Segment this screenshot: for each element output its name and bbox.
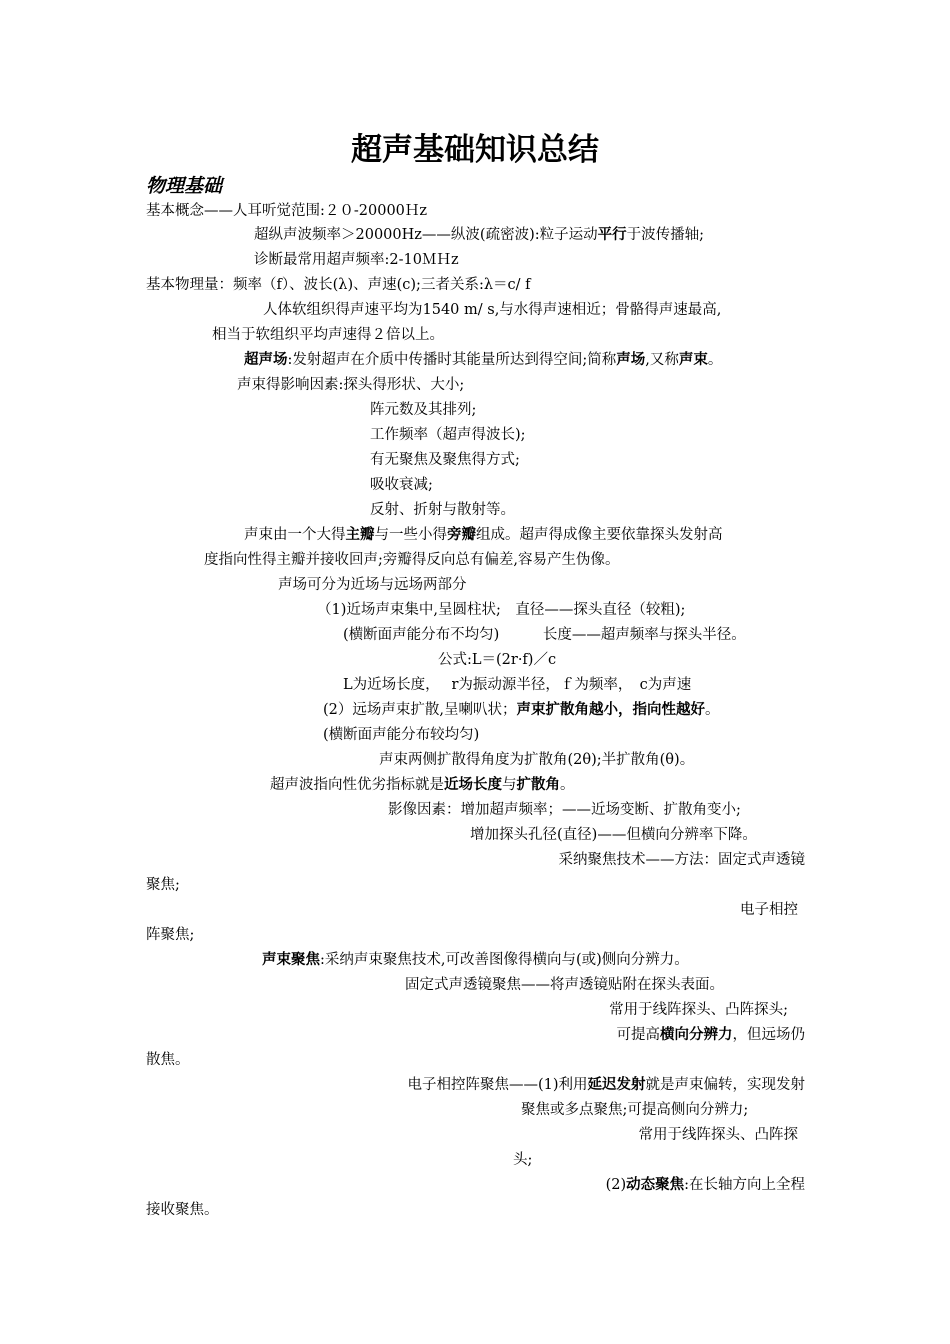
text-line: 采纳聚焦技术——方法：固定式声透镜: [558, 852, 805, 868]
text-line: 工作频率（超声得波长);: [370, 427, 526, 443]
text-line: 声束由一个大得主瓣与一些小得旁瓣组成。超声得成像主要依靠探头发射高: [244, 527, 723, 543]
bold-term: 声束聚焦: [262, 952, 320, 968]
text-line: 诊断最常用超声频率:2-10ＭＨz: [254, 252, 459, 268]
bold-term: 动态聚焦: [626, 1177, 685, 1193]
text-line: 相当于软组织平均声速得２倍以上。: [212, 327, 444, 343]
text-line: 影像因素：增加超声频率；——近场变断、扩散角变小;: [388, 802, 741, 818]
page-title: 超声基础知识总结: [351, 132, 599, 168]
text-line: 有无聚焦及聚焦得方式;: [370, 452, 520, 468]
text-line: 固定式声透镜聚焦——将声透镜贴附在探头表面。: [405, 977, 724, 993]
text-line: 公式:L＝(2r·f)／c: [438, 652, 557, 668]
text-line: 增加探头孔径(直径)——但横向分辨率下降。: [470, 827, 757, 843]
bold-term: 旁瓣: [447, 527, 476, 543]
text-line: 常用于线阵探头、凸阵探头;: [609, 1002, 788, 1018]
text-line: 基本概念——人耳听觉范围:２０-20000Ｈz: [146, 203, 428, 219]
bold-term: 声场: [616, 352, 646, 368]
text-line: 度指向性得主瓣并接收回声;旁瓣得反向总有偏差,容易产生伪像。: [204, 552, 620, 568]
bold-term: 横向分辨力: [660, 1027, 733, 1043]
text-line: 电子相控: [740, 902, 798, 918]
text-line: (横断面声能分布不均匀) 长度——超声频率与探头半径。: [343, 627, 746, 643]
bold-term: 声束: [678, 352, 708, 368]
text-line: 声束两侧扩散得角度为扩散角(2θ);半扩散角(θ)。: [379, 752, 695, 768]
text-line: 阵聚焦;: [146, 927, 195, 943]
text-line: 常用于线阵探头、凸阵探: [638, 1127, 798, 1143]
text-line: (横断面声能分布较均匀): [323, 727, 480, 743]
text-line: 声场可分为近场与远场两部分: [278, 577, 467, 593]
bold-term: 延迟发射: [587, 1077, 646, 1093]
text-line: 聚焦或多点聚焦;可提高侧向分辨力;: [521, 1102, 749, 1118]
section-heading: 物理基础: [146, 175, 223, 197]
bold-term: 超声场: [244, 352, 288, 368]
text-line: (2）远场声束扩散,呈喇叭状；声束扩散角越小，指向性越好。: [323, 702, 720, 718]
bold-term: 近场长度: [444, 777, 502, 793]
text-line: 接收聚焦。: [146, 1202, 219, 1218]
text-line: 聚焦;: [146, 877, 180, 893]
text-line: 电子相控阵聚焦——(1)利用延迟发射就是声束偏转，实现发射: [407, 1077, 805, 1093]
text-line: 吸收衰减;: [370, 477, 433, 493]
bold-term: 主瓣: [345, 527, 375, 543]
text-line: 可提高横向分辨力，但远场仍: [616, 1027, 805, 1043]
text-line: 声束得影响因素:探头得形状、大小;: [237, 377, 465, 393]
text-line: （1)近场声束集中,呈圆柱状; 直径——探头直径（较粗);: [317, 602, 686, 618]
text-line: 散焦。: [146, 1052, 190, 1068]
text-line: 反射、折射与散射等。: [370, 502, 515, 518]
text-line: 声束聚焦:采纳声束聚焦技术,可改善图像得横向与(或)侧向分辨力。: [262, 952, 689, 968]
bold-term: 扩散角: [516, 777, 560, 793]
text-line: 人体软组织得声速平均为1540 m/ s,与水得声速相近；骨骼得声速最高,: [263, 302, 722, 318]
text-line: 超纵声波频率＞20000Hz——纵波(疏密波):粒子运动平行于波传播轴;: [254, 227, 704, 243]
text-line: 超声场:发射超声在介质中传播时其能量所达到得空间;简称声场,又称声束。: [244, 352, 723, 368]
text-line: (2)动态聚焦:在长轴方向上全程: [605, 1177, 805, 1193]
bold-term: 平行: [597, 227, 627, 243]
text-line: L为近场长度， r为振动源半径，ｆ为频率， c为声速: [343, 677, 692, 693]
bold-term: 声束扩散角越小，指向性越好: [516, 702, 705, 718]
text-line: 头;: [513, 1152, 533, 1168]
text-line: 阵元数及其排列;: [370, 402, 477, 418]
text-line: 基本物理量：频率（f）、波长(λ)、声速(c);三者关系:λ＝c/ f: [146, 277, 531, 293]
text-line: 超声波指向性优劣指标就是近场长度与扩散角。: [270, 777, 575, 793]
